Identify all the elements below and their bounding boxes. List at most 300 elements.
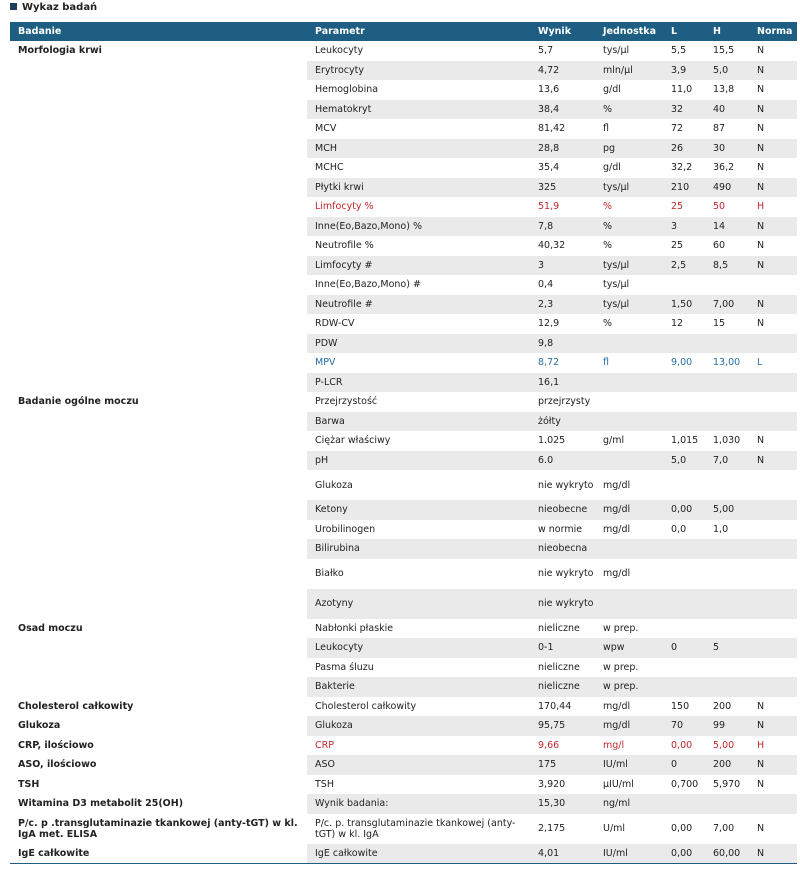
group-name xyxy=(10,295,307,315)
cell-high: 1,0 xyxy=(713,523,729,535)
group-name xyxy=(10,589,307,619)
cell-high: 60,00 xyxy=(705,844,749,864)
cell-unit xyxy=(595,451,663,471)
cell-unit: mg/dl xyxy=(603,700,631,712)
cell-high xyxy=(705,658,749,678)
cell-low: 1,015 xyxy=(671,435,699,447)
cell-unit: IU/ml xyxy=(595,844,663,864)
group-name xyxy=(10,658,307,678)
cell-norm: N xyxy=(757,778,765,790)
group-name: IgE całkowite xyxy=(10,844,307,864)
cell-unit: fl xyxy=(603,123,609,135)
cell-unit: tys/µl xyxy=(603,45,630,57)
cell-unit: ng/ml xyxy=(595,794,663,814)
table-row xyxy=(10,589,797,619)
cell-param: Erytrocyty xyxy=(307,61,530,81)
cell-low xyxy=(663,658,705,678)
cell-norm: N xyxy=(757,240,765,252)
cell-low xyxy=(663,373,705,393)
group-name xyxy=(10,314,307,334)
cell-param: Ciężar właściwy xyxy=(315,435,391,447)
cell-result: 51,9 xyxy=(538,201,560,213)
table-row xyxy=(10,80,797,100)
cell-param: pH xyxy=(307,451,530,471)
cell-unit: mg/dl xyxy=(603,523,631,535)
table-row xyxy=(10,295,797,315)
cell-unit xyxy=(595,392,663,412)
group-name xyxy=(10,178,307,198)
cell-param: Białko xyxy=(315,568,344,579)
cell-result: 2,3 xyxy=(530,295,595,315)
cell-norm: N xyxy=(757,318,765,330)
cell-high: 200 xyxy=(713,700,732,712)
bullet-square-icon xyxy=(10,3,17,10)
cell-low: 5,0 xyxy=(663,451,705,471)
cell-norm xyxy=(749,589,797,619)
cell-param: Urobilinogen xyxy=(315,523,376,535)
results-table xyxy=(10,22,797,864)
group-name: ASO, ilościowo xyxy=(10,755,307,775)
cell-param: Inne(Eo,Bazo,Mono) # xyxy=(315,279,421,291)
cell-result: 9,66 xyxy=(538,739,560,751)
table-row xyxy=(10,755,797,775)
cell-result: 12,9 xyxy=(538,318,560,330)
cell-param: Cholesterol całkowity xyxy=(315,700,417,712)
cell-low xyxy=(663,677,705,697)
cell-low: 3,9 xyxy=(663,61,705,81)
cell-high: 36,2 xyxy=(713,162,735,174)
cell-high: 1,030 xyxy=(713,435,741,447)
cell-norm xyxy=(749,500,797,520)
table-row xyxy=(10,314,797,334)
cell-high: 7,00 xyxy=(713,823,735,834)
cell-high xyxy=(705,539,749,559)
table-row xyxy=(10,41,797,61)
cell-low xyxy=(663,412,705,432)
cell-high: 7,00 xyxy=(705,295,749,315)
group-name: Osad moczu xyxy=(10,619,307,639)
cell-high: 200 xyxy=(705,755,749,775)
cell-result: 81,42 xyxy=(538,123,566,135)
group-name xyxy=(10,353,307,373)
cell-unit: mln/µl xyxy=(595,61,663,81)
cell-low: 25 xyxy=(671,240,684,252)
group-name: Morfologia krwi xyxy=(10,41,307,61)
cell-unit: mg/dl xyxy=(595,500,663,520)
cell-norm: N xyxy=(757,162,765,174)
cell-norm xyxy=(749,412,797,432)
table-row xyxy=(10,844,797,864)
group-name xyxy=(10,275,307,295)
cell-high: 5,0 xyxy=(705,61,749,81)
table-row xyxy=(10,451,797,471)
col-header-parametr: Parametr xyxy=(307,22,530,41)
cell-high: 14 xyxy=(705,217,749,237)
table-row xyxy=(10,275,797,295)
cell-param: Bakterie xyxy=(307,677,530,697)
cell-param: Limfocyty # xyxy=(307,256,530,276)
cell-param: Neutrofile % xyxy=(315,240,374,252)
cell-norm: N xyxy=(749,178,797,198)
cell-low: 3 xyxy=(663,217,705,237)
col-header-jednostka: Jednostka xyxy=(595,22,663,41)
group-name: P/c. p .transglutaminazie tkankowej (anty-tGT) w kl. IgA met. ELISA xyxy=(10,814,307,844)
cell-high xyxy=(705,392,749,412)
group-name: Glukoza xyxy=(10,716,307,736)
cell-result: 6.0 xyxy=(530,451,595,471)
table-row xyxy=(10,470,797,500)
cell-high: 60 xyxy=(713,240,726,252)
cell-high: 13,00 xyxy=(713,357,741,369)
group-name xyxy=(10,139,307,159)
cell-norm xyxy=(749,275,797,295)
group-name xyxy=(10,638,307,658)
cell-result: 7,8 xyxy=(530,217,595,237)
cell-low: 26 xyxy=(663,139,705,159)
cell-unit: mg/l xyxy=(603,739,625,751)
cell-high xyxy=(705,794,749,814)
cell-param: Przejrzystość xyxy=(315,396,378,408)
cell-unit: % xyxy=(603,240,613,252)
cell-low: 12 xyxy=(671,318,684,330)
table-body xyxy=(10,41,797,864)
cell-low: 0,700 xyxy=(671,778,699,790)
cell-low: 5,5 xyxy=(671,45,687,57)
table-row xyxy=(10,158,797,178)
cell-param: MCHC xyxy=(315,162,344,174)
cell-high xyxy=(705,412,749,432)
cell-result: 3,920 xyxy=(538,778,566,790)
cell-unit: tys/µl xyxy=(595,178,663,198)
cell-unit: w prep. xyxy=(603,661,639,673)
cell-result: żółty xyxy=(530,412,595,432)
cell-norm xyxy=(749,520,797,540)
col-header-wynik: Wynik xyxy=(530,22,595,41)
cell-low: 9,00 xyxy=(671,357,693,369)
cell-result: nieobecna xyxy=(530,539,595,559)
cell-norm xyxy=(749,470,797,500)
table-row xyxy=(10,814,797,844)
cell-unit xyxy=(595,412,663,432)
cell-norm: N xyxy=(749,139,797,159)
cell-norm xyxy=(749,539,797,559)
table-row xyxy=(10,539,797,559)
table-row xyxy=(10,119,797,139)
cell-result: przejrzysty xyxy=(538,396,591,408)
group-name xyxy=(10,119,307,139)
cell-norm: N xyxy=(749,100,797,120)
cell-result: 170,44 xyxy=(538,700,572,712)
page-title-text: Wykaz badań xyxy=(22,2,98,13)
cell-norm: N xyxy=(749,295,797,315)
group-name: CRP, ilościowo xyxy=(10,736,307,756)
cell-unit: fl xyxy=(603,357,609,369)
cell-low: 11,0 xyxy=(671,84,693,96)
cell-param: Neutrofile # xyxy=(307,295,530,315)
table-row xyxy=(10,559,797,589)
cell-norm: H xyxy=(757,739,765,751)
cell-unit: mg/dl xyxy=(595,716,663,736)
cell-norm: N xyxy=(749,256,797,276)
cell-param: Hemoglobina xyxy=(315,84,379,96)
cell-low: 72 xyxy=(671,123,684,135)
table-row xyxy=(10,716,797,736)
cell-norm xyxy=(749,794,797,814)
cell-high: 99 xyxy=(705,716,749,736)
cell-unit: tys/µl xyxy=(595,256,663,276)
cell-norm xyxy=(749,658,797,678)
cell-low xyxy=(663,334,705,354)
group-name xyxy=(10,100,307,120)
cell-result: 28,8 xyxy=(530,139,595,159)
cell-high: 5,970 xyxy=(713,778,741,790)
cell-param: Płytki krwi xyxy=(307,178,530,198)
cell-param: Bilirubina xyxy=(307,539,530,559)
cell-high: 40 xyxy=(705,100,749,120)
cell-param: Nabłonki płaskie xyxy=(315,622,394,634)
table-row xyxy=(10,334,797,354)
cell-result: 4,01 xyxy=(530,844,595,864)
cell-result: 4,72 xyxy=(530,61,595,81)
cell-result: nie wykryto xyxy=(538,568,594,579)
group-name xyxy=(10,412,307,432)
cell-param: MCV xyxy=(315,123,337,135)
cell-high xyxy=(705,334,749,354)
cell-norm: N xyxy=(757,700,765,712)
cell-high xyxy=(705,559,749,589)
cell-norm: N xyxy=(749,716,797,736)
cell-low: 32,2 xyxy=(671,162,693,174)
cell-result: 15,30 xyxy=(530,794,595,814)
cell-low: 0,0 xyxy=(671,523,687,535)
group-name xyxy=(10,217,307,237)
cell-high: 87 xyxy=(713,123,726,135)
cell-high: 13,8 xyxy=(713,84,735,96)
cell-param: Ketony xyxy=(307,500,530,520)
cell-norm xyxy=(749,677,797,697)
cell-result: 0-1 xyxy=(530,638,595,658)
cell-high: 50 xyxy=(713,201,726,213)
cell-unit xyxy=(595,589,663,619)
cell-param: Wynik badania: xyxy=(307,794,530,814)
col-header-norma: Norma xyxy=(749,22,797,41)
cell-norm: N xyxy=(749,217,797,237)
cell-norm: N xyxy=(749,755,797,775)
cell-norm: N xyxy=(749,844,797,864)
cell-param: RDW-CV xyxy=(315,318,355,330)
cell-result: 0,4 xyxy=(538,279,554,291)
cell-unit: pg xyxy=(595,139,663,159)
cell-param: TSH xyxy=(315,778,334,790)
cell-unit: IU/ml xyxy=(595,755,663,775)
cell-param: Glukoza xyxy=(315,479,353,491)
cell-norm: N xyxy=(749,451,797,471)
cell-low xyxy=(663,392,705,412)
cell-result: nie wykryto xyxy=(538,479,594,491)
group-name xyxy=(10,158,307,178)
cell-param: Inne(Eo,Bazo,Mono) % xyxy=(307,217,530,237)
table-row xyxy=(10,61,797,81)
cell-param: P-LCR xyxy=(307,373,530,393)
cell-low xyxy=(663,275,705,295)
cell-unit: mg/dl xyxy=(603,568,631,579)
group-name xyxy=(10,80,307,100)
cell-param: P/c. p. transglutaminazie tkankowej (anty-tGT) w kl. IgA xyxy=(315,817,516,840)
cell-param: Hematokryt xyxy=(307,100,530,120)
cell-high xyxy=(705,470,749,500)
cell-low: 2,5 xyxy=(663,256,705,276)
cell-high: 5 xyxy=(705,638,749,658)
cell-low: 70 xyxy=(663,716,705,736)
cell-param: Glukoza xyxy=(307,716,530,736)
group-name xyxy=(10,539,307,559)
cell-high: 15 xyxy=(713,318,726,330)
cell-low xyxy=(663,559,705,589)
cell-result: 35,4 xyxy=(538,162,560,174)
cell-param: PDW xyxy=(307,334,530,354)
cell-param: Leukocyty xyxy=(315,45,364,57)
table-row xyxy=(10,392,797,412)
group-name: Badanie ogólne moczu xyxy=(10,392,307,412)
cell-norm: H xyxy=(757,201,765,213)
table-row xyxy=(10,619,797,639)
group-name: Witamina D3 metabolit 25(OH) xyxy=(10,794,307,814)
cell-high: 8,5 xyxy=(705,256,749,276)
cell-norm: N xyxy=(749,61,797,81)
cell-norm xyxy=(749,392,797,412)
table-row xyxy=(10,256,797,276)
table-row xyxy=(10,677,797,697)
cell-low: 0 xyxy=(663,638,705,658)
cell-unit xyxy=(595,539,663,559)
cell-param: CRP xyxy=(315,739,334,751)
group-name xyxy=(10,500,307,520)
cell-unit: µIU/ml xyxy=(603,778,634,790)
page-title xyxy=(10,0,97,16)
cell-param: MCH xyxy=(307,139,530,159)
table-row xyxy=(10,500,797,520)
table-row xyxy=(10,736,797,756)
cell-norm xyxy=(749,559,797,589)
cell-result: 9,8 xyxy=(530,334,595,354)
cell-high: 490 xyxy=(705,178,749,198)
cell-param: ASO xyxy=(307,755,530,775)
cell-unit: tys/µl xyxy=(595,295,663,315)
col-header-badanie: Badanie xyxy=(10,22,307,41)
cell-unit xyxy=(595,334,663,354)
cell-result: w normie xyxy=(538,523,583,535)
cell-norm: N xyxy=(757,823,765,834)
cell-norm: N xyxy=(757,123,765,135)
group-name xyxy=(10,61,307,81)
cell-high xyxy=(705,589,749,619)
cell-param: Leukocyty xyxy=(307,638,530,658)
table-row xyxy=(10,353,797,373)
cell-low: 0,00 xyxy=(663,844,705,864)
cell-unit: % xyxy=(595,217,663,237)
cell-param: Pasma śluzu xyxy=(315,661,374,673)
cell-unit: % xyxy=(603,201,613,213)
cell-high: 5,00 xyxy=(705,500,749,520)
table-row xyxy=(10,638,797,658)
table-header-row xyxy=(10,22,797,41)
table-row xyxy=(10,178,797,198)
cell-norm xyxy=(749,373,797,393)
cell-unit: tys/µl xyxy=(603,279,630,291)
cell-low xyxy=(663,589,705,619)
cell-result: 8,72 xyxy=(538,357,560,369)
cell-high xyxy=(705,275,749,295)
cell-result: 40,32 xyxy=(538,240,566,252)
cell-result: nieliczne xyxy=(538,661,580,673)
group-name: TSH xyxy=(10,775,307,795)
group-name xyxy=(10,236,307,256)
table-row xyxy=(10,775,797,795)
group-name xyxy=(10,677,307,697)
cell-low: 210 xyxy=(663,178,705,198)
cell-unit: wpw xyxy=(595,638,663,658)
cell-unit: % xyxy=(603,318,613,330)
cell-high: 5,00 xyxy=(713,739,735,751)
table-row xyxy=(10,217,797,237)
cell-unit: g/dl xyxy=(603,84,621,96)
cell-result: 1.025 xyxy=(538,435,566,447)
cell-result: 16,1 xyxy=(530,373,595,393)
table-row xyxy=(10,520,797,540)
cell-result: nieobecne xyxy=(530,500,595,520)
cell-result: nieliczne xyxy=(530,677,595,697)
cell-param: MPV xyxy=(315,357,336,369)
cell-unit: g/ml xyxy=(603,435,625,447)
cell-low: 0 xyxy=(663,755,705,775)
table-row xyxy=(10,697,797,717)
col-header-h: H xyxy=(705,22,749,41)
cell-norm: N xyxy=(757,45,765,57)
cell-norm: N xyxy=(757,84,765,96)
group-name xyxy=(10,470,307,500)
table-row xyxy=(10,373,797,393)
cell-unit: w prep. xyxy=(603,622,639,634)
cell-norm xyxy=(749,619,797,639)
cell-result: 325 xyxy=(530,178,595,198)
table-row xyxy=(10,412,797,432)
cell-result: 175 xyxy=(530,755,595,775)
cell-low: 32 xyxy=(663,100,705,120)
cell-result: nie wykryto xyxy=(530,589,595,619)
cell-unit: U/ml xyxy=(603,823,626,834)
group-name xyxy=(10,256,307,276)
group-name xyxy=(10,334,307,354)
cell-result: 95,75 xyxy=(530,716,595,736)
group-name xyxy=(10,431,307,451)
cell-unit: w prep. xyxy=(595,677,663,697)
cell-param: Azotyny xyxy=(307,589,530,619)
cell-param: Limfocyty % xyxy=(315,201,374,213)
cell-high: 30 xyxy=(705,139,749,159)
table-row xyxy=(10,100,797,120)
group-name xyxy=(10,559,307,589)
cell-result: 3 xyxy=(530,256,595,276)
cell-result: 38,4 xyxy=(530,100,595,120)
cell-low: 25 xyxy=(671,201,684,213)
group-name xyxy=(10,451,307,471)
cell-norm xyxy=(749,638,797,658)
group-name xyxy=(10,373,307,393)
cell-high xyxy=(705,677,749,697)
group-name xyxy=(10,520,307,540)
table-row xyxy=(10,197,797,217)
table-row xyxy=(10,236,797,256)
